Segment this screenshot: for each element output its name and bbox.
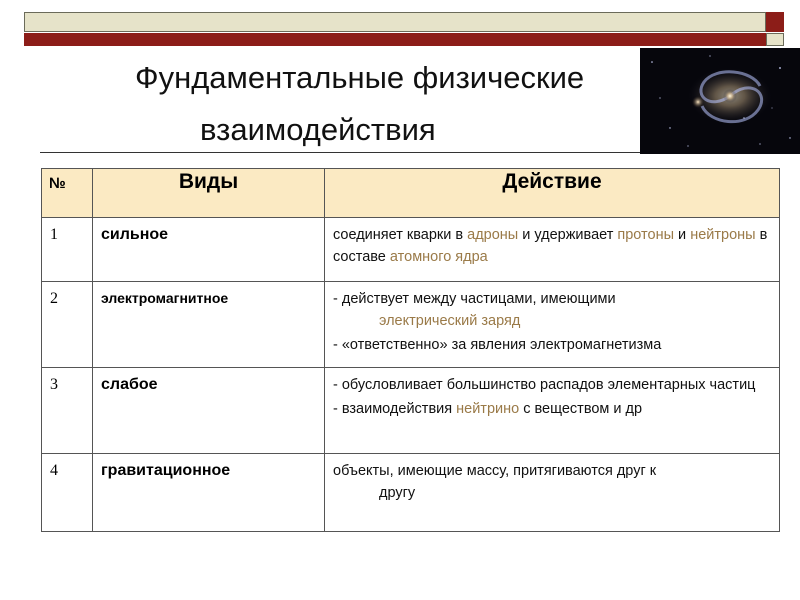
row-num: 1 — [42, 218, 93, 282]
row-num: 4 — [42, 454, 93, 532]
header-bar-dark-end — [766, 12, 784, 32]
row-kind: слабое — [93, 368, 325, 454]
interactions-table — [41, 168, 780, 532]
header-bar-light-end — [766, 33, 784, 46]
row-kind: сильное — [93, 218, 325, 282]
header-bar-light — [24, 12, 766, 32]
header-action: Действие — [325, 169, 780, 218]
row-action: - действует между частицами, имеющими электрический заряд - «ответственно» за явления электромагнетизма — [325, 282, 780, 368]
slide-title — [0, 52, 720, 156]
row-action: объекты, имеющие массу, притягиваются друг к другу — [325, 454, 780, 532]
title-divider — [40, 152, 640, 153]
header-kind: Виды — [93, 169, 325, 218]
row-num: 3 — [42, 368, 93, 454]
galaxy-image — [640, 48, 800, 154]
row-action: соединяет кварки в адроны и удерживает протоны и нейтроны в составе атомного ядра — [325, 218, 780, 282]
row-action: - обусловливает большинство распадов элементарных частиц - взаимодействия нейтрино с веществом и др — [325, 368, 780, 454]
row-kind: электромагнитное — [93, 282, 325, 368]
table-header-row — [42, 169, 780, 218]
row-num: 2 — [42, 282, 93, 368]
slide-title-line1: Фундаментальные физические — [135, 60, 585, 95]
table-row — [42, 218, 780, 282]
table-row — [42, 454, 780, 532]
header-bar-dark — [24, 33, 766, 46]
header-num: № — [42, 169, 93, 218]
table-row — [42, 368, 780, 454]
slide-title-line2: взаимодействия — [200, 112, 436, 147]
table-row — [42, 282, 780, 368]
row-kind: гравитационное — [93, 454, 325, 532]
